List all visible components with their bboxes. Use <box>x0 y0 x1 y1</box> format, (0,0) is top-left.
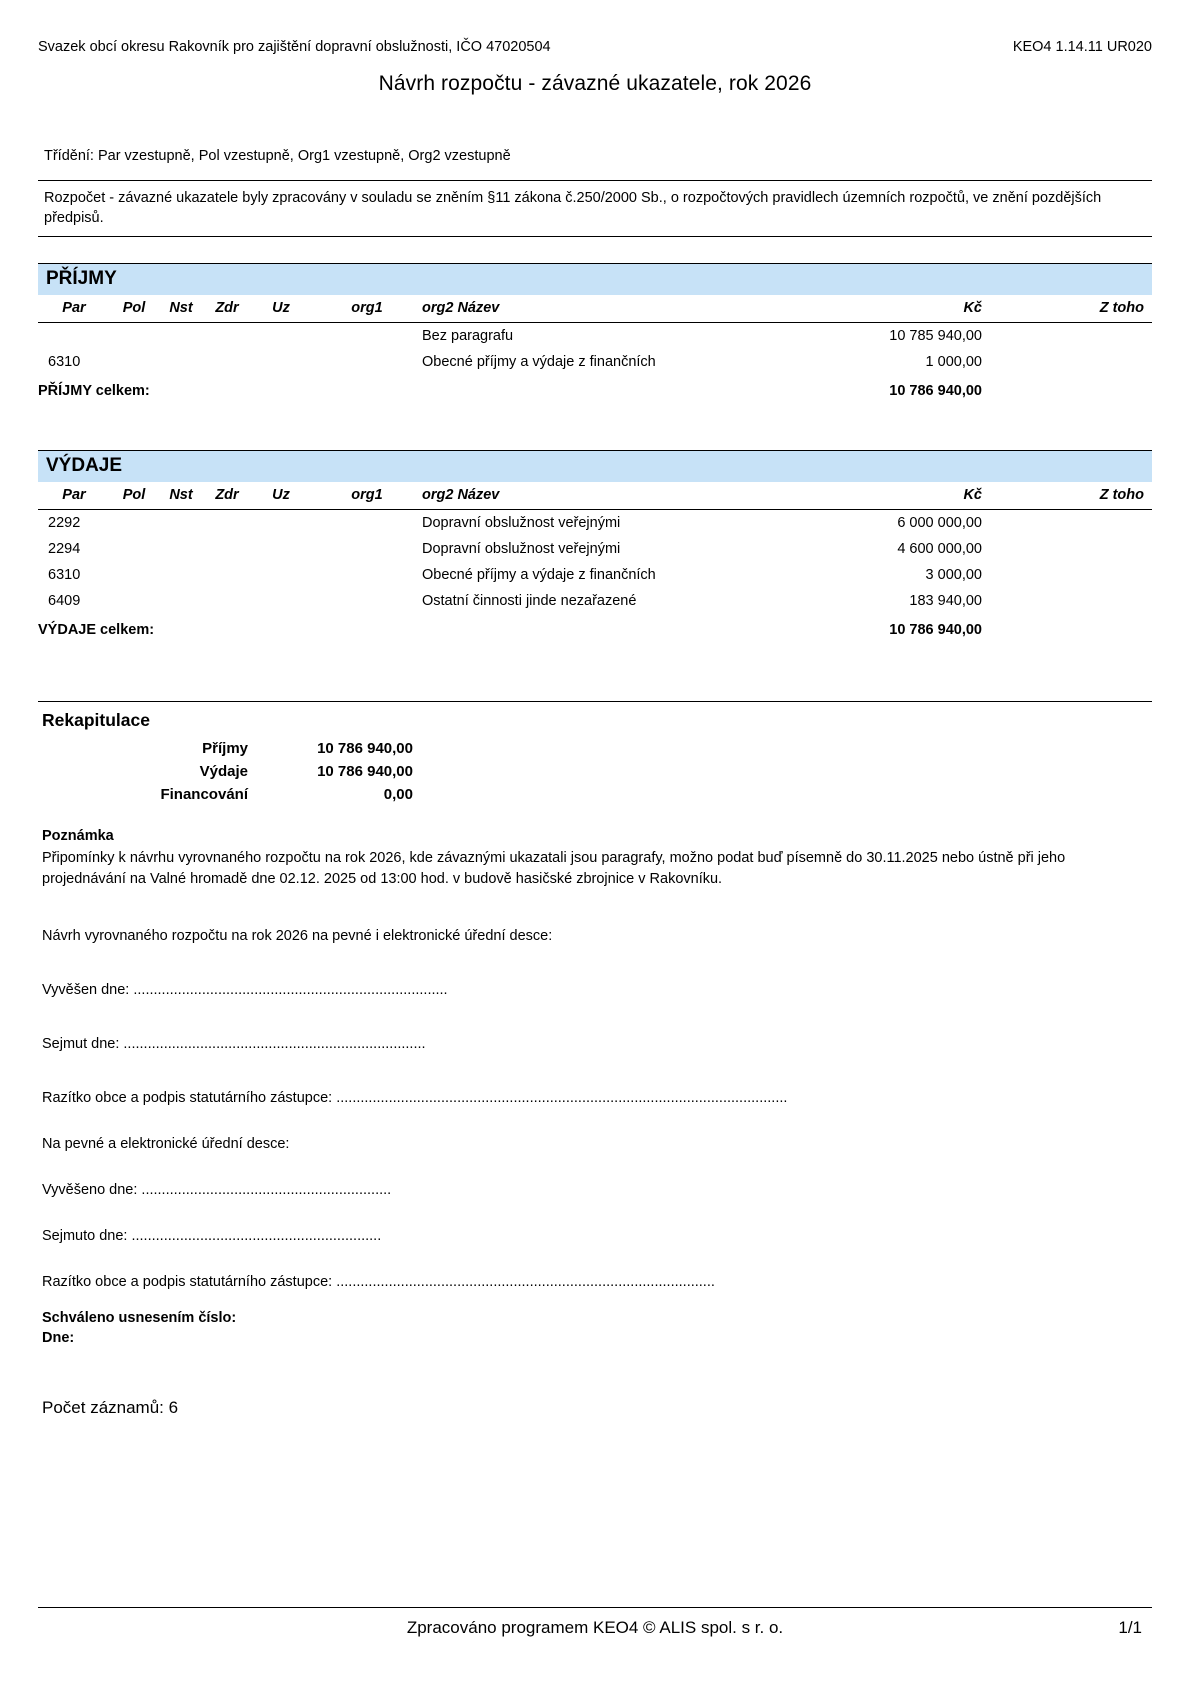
cell-pol <box>110 588 158 614</box>
recap-label-prijmy: Příjmy <box>202 740 248 758</box>
cell-nazev: Bez paragrafu <box>422 328 514 345</box>
recap-value-vydaje: 10 786 940,00 <box>317 763 413 781</box>
program-code: KEO4 1.14.11 UR020 <box>1012 39 1152 55</box>
cell-nst <box>158 588 204 614</box>
recap-value-financovani: 0,00 <box>383 786 413 804</box>
expense-table-header-row <box>38 482 1152 510</box>
cell-par <box>38 323 110 350</box>
cell-nazev: Obecné příjmy a výdaje z finančních <box>422 567 656 584</box>
cell-nazev: Ostatní činnosti jinde nezařazené <box>422 593 637 610</box>
column-header-org1: org1 <box>312 482 422 510</box>
line-posted-date: Vyvěšen dne: .............................................................................. <box>42 982 448 999</box>
cell-uz <box>250 323 312 350</box>
expense-band-title: VÝDAJE <box>38 450 1152 482</box>
expense-table <box>38 482 1152 643</box>
cell-uz <box>250 536 312 562</box>
line-removed-date-2: Sejmuto dne: .............................................................. <box>42 1228 382 1245</box>
footer-page-number: 1/1 <box>1118 1618 1142 1637</box>
income-total-row <box>38 375 1152 404</box>
cell-nst <box>158 562 204 588</box>
line-posted-date-2: Vyvěšeno dne: .............................................................. <box>42 1182 392 1199</box>
cell-zdr <box>204 562 250 588</box>
cell-z-toho <box>982 323 1152 350</box>
cell-pol <box>110 562 158 588</box>
column-header-z-toho: Z toho <box>982 295 1152 323</box>
cell-kc: 4 600 000,00 <box>897 541 982 558</box>
column-header-org1: org1 <box>312 295 422 323</box>
column-header-nst: Nst <box>158 482 204 510</box>
column-header-z-toho: Z toho <box>982 482 1152 510</box>
column-header-org2-nazev: org2 Název <box>422 482 752 510</box>
cell-uz <box>250 588 312 614</box>
approved-date-label: Dne: <box>42 1330 75 1347</box>
column-header-pol: Pol <box>110 295 158 323</box>
table-row <box>38 536 1152 562</box>
cell-z-toho <box>982 562 1152 588</box>
column-header-nst: Nst <box>158 295 204 323</box>
cell-zdr <box>204 349 250 375</box>
sorting-value: Par vzestupně, Pol vzestupně, Org1 vzestupně, Org2 vzestupně <box>97 147 511 164</box>
publication-intro: Návrh vyrovnaného rozpočtu na rok 2026 na pevné i elektronické úřední desce: <box>42 928 553 945</box>
section-income <box>38 263 1152 404</box>
column-header-kc: Kč <box>752 482 982 510</box>
cell-uz <box>250 562 312 588</box>
cell-uz <box>250 510 312 537</box>
sorting-line <box>38 148 1152 164</box>
cell-par: 2292 <box>48 515 81 532</box>
cell-nst <box>158 510 204 537</box>
recap-section <box>38 701 1152 1418</box>
cell-kc: 6 000 000,00 <box>897 515 982 532</box>
table-row <box>38 349 1152 375</box>
cell-pol <box>110 510 158 537</box>
publication-second-intro: Na pevné a elektronické úřední desce: <box>42 1136 290 1153</box>
income-band-title: PŘÍJMY <box>38 263 1152 295</box>
cell-z-toho <box>982 588 1152 614</box>
table-row <box>38 588 1152 614</box>
cell-nst <box>158 536 204 562</box>
cell-kc: 183 940,00 <box>909 593 982 610</box>
cell-par: 6409 <box>48 593 81 610</box>
note-text: Připomínky k návrhu vyrovnaného rozpočtu na rok 2026, kde závaznými ukazatali jsou paragrafy, možno podat buď písemně do 30.11.2025 nebo ústně při jeho projednávání na Valné hromadě dne 02.12. 2025 od 13:00 hod. v budově hasičské zbrojnice v Rakovníku. <box>42 850 1066 888</box>
cell-nazev: Dopravní obslužnost veřejnými <box>422 515 621 532</box>
cell-org1 <box>312 510 422 537</box>
note-title: Poznámka <box>42 828 114 845</box>
expense-total-label: VÝDAJE celkem: <box>38 622 155 639</box>
cell-pol <box>110 536 158 562</box>
recap-row <box>38 737 413 760</box>
cell-pol <box>110 349 158 375</box>
cell-kc: 10 785 940,00 <box>889 328 982 345</box>
cell-par: 6310 <box>48 354 81 371</box>
line-stamp-signature-2: Razítko obce a podpis statutárního zástupce: .............................................................................................. <box>42 1274 715 1291</box>
cell-z-toho <box>982 349 1152 375</box>
record-count: Počet záznamů: 6 <box>42 1398 179 1418</box>
recap-label-financovani: Financování <box>160 786 248 804</box>
column-header-pol: Pol <box>110 482 158 510</box>
divider-below-legal-note <box>38 236 1152 237</box>
income-total-value: 10 786 940,00 <box>889 383 982 400</box>
recap-title: Rekapitulace <box>42 710 150 731</box>
table-row <box>38 323 1152 350</box>
income-table <box>38 295 1152 404</box>
cell-kc: 3 000,00 <box>925 567 982 584</box>
document-header <box>38 38 1152 58</box>
document-footer <box>38 1607 1152 1638</box>
section-expense <box>38 450 1152 643</box>
cell-org1 <box>312 536 422 562</box>
recap-value-prijmy: 10 786 940,00 <box>317 740 413 758</box>
column-header-uz: Uz <box>250 295 312 323</box>
legal-note: Rozpočet - závazné ukazatele byly zpracovány v souladu se zněním §11 zákona č.250/2000 Sb., o rozpočtových pravidlech územních rozpočtů, ve znění pozdějších předpisů. <box>44 189 1102 226</box>
income-table-header-row <box>38 295 1152 323</box>
expense-total-value: 10 786 940,00 <box>889 622 982 639</box>
cell-zdr <box>204 536 250 562</box>
column-header-zdr: Zdr <box>204 482 250 510</box>
recap-table <box>38 737 413 806</box>
cell-nazev: Dopravní obslužnost veřejnými <box>422 541 621 558</box>
cell-kc: 1 000,00 <box>925 354 982 371</box>
recap-row <box>38 760 413 783</box>
cell-zdr <box>204 510 250 537</box>
column-header-org2-nazev: org2 Název <box>422 295 752 323</box>
cell-org1 <box>312 323 422 350</box>
cell-org1 <box>312 562 422 588</box>
column-header-kc: Kč <box>752 295 982 323</box>
cell-zdr <box>204 323 250 350</box>
table-row <box>38 562 1152 588</box>
approved-resolution-label: Schváleno usnesením číslo: <box>42 1310 237 1327</box>
column-header-par: Par <box>38 295 110 323</box>
income-total-label: PŘÍJMY celkem: <box>38 383 150 400</box>
footer-text: Zpracováno programem KEO4 © ALIS spol. s r. o. <box>406 1618 784 1637</box>
line-stamp-signature: Razítko obce a podpis statutárního zástupce: ................................................................................................................ <box>42 1090 788 1107</box>
column-header-zdr: Zdr <box>204 295 250 323</box>
cell-nazev: Obecné příjmy a výdaje z finančních <box>422 354 656 371</box>
cell-org1 <box>312 588 422 614</box>
cell-z-toho <box>982 536 1152 562</box>
table-row <box>38 510 1152 537</box>
cell-par: 2294 <box>48 541 81 558</box>
cell-org1 <box>312 349 422 375</box>
line-removed-date: Sejmut dne: ........................................................................... <box>42 1036 426 1053</box>
organization-name: Svazek obcí okresu Rakovník pro zajištění dopravní obslužnosti, IČO 47020504 <box>38 39 551 55</box>
column-header-uz: Uz <box>250 482 312 510</box>
cell-uz <box>250 349 312 375</box>
expense-total-row <box>38 614 1152 643</box>
cell-z-toho <box>982 510 1152 537</box>
cell-par: 6310 <box>48 567 81 584</box>
cell-zdr <box>204 588 250 614</box>
cell-nst <box>158 349 204 375</box>
cell-pol <box>110 323 158 350</box>
recap-label-vydaje: Výdaje <box>199 763 248 781</box>
sorting-label: Třídění: <box>44 147 94 164</box>
column-header-par: Par <box>38 482 110 510</box>
recap-row <box>38 783 413 806</box>
cell-nst <box>158 323 204 350</box>
page-title: Návrh rozpočtu - závazné ukazatele, rok 2026 <box>378 71 812 95</box>
